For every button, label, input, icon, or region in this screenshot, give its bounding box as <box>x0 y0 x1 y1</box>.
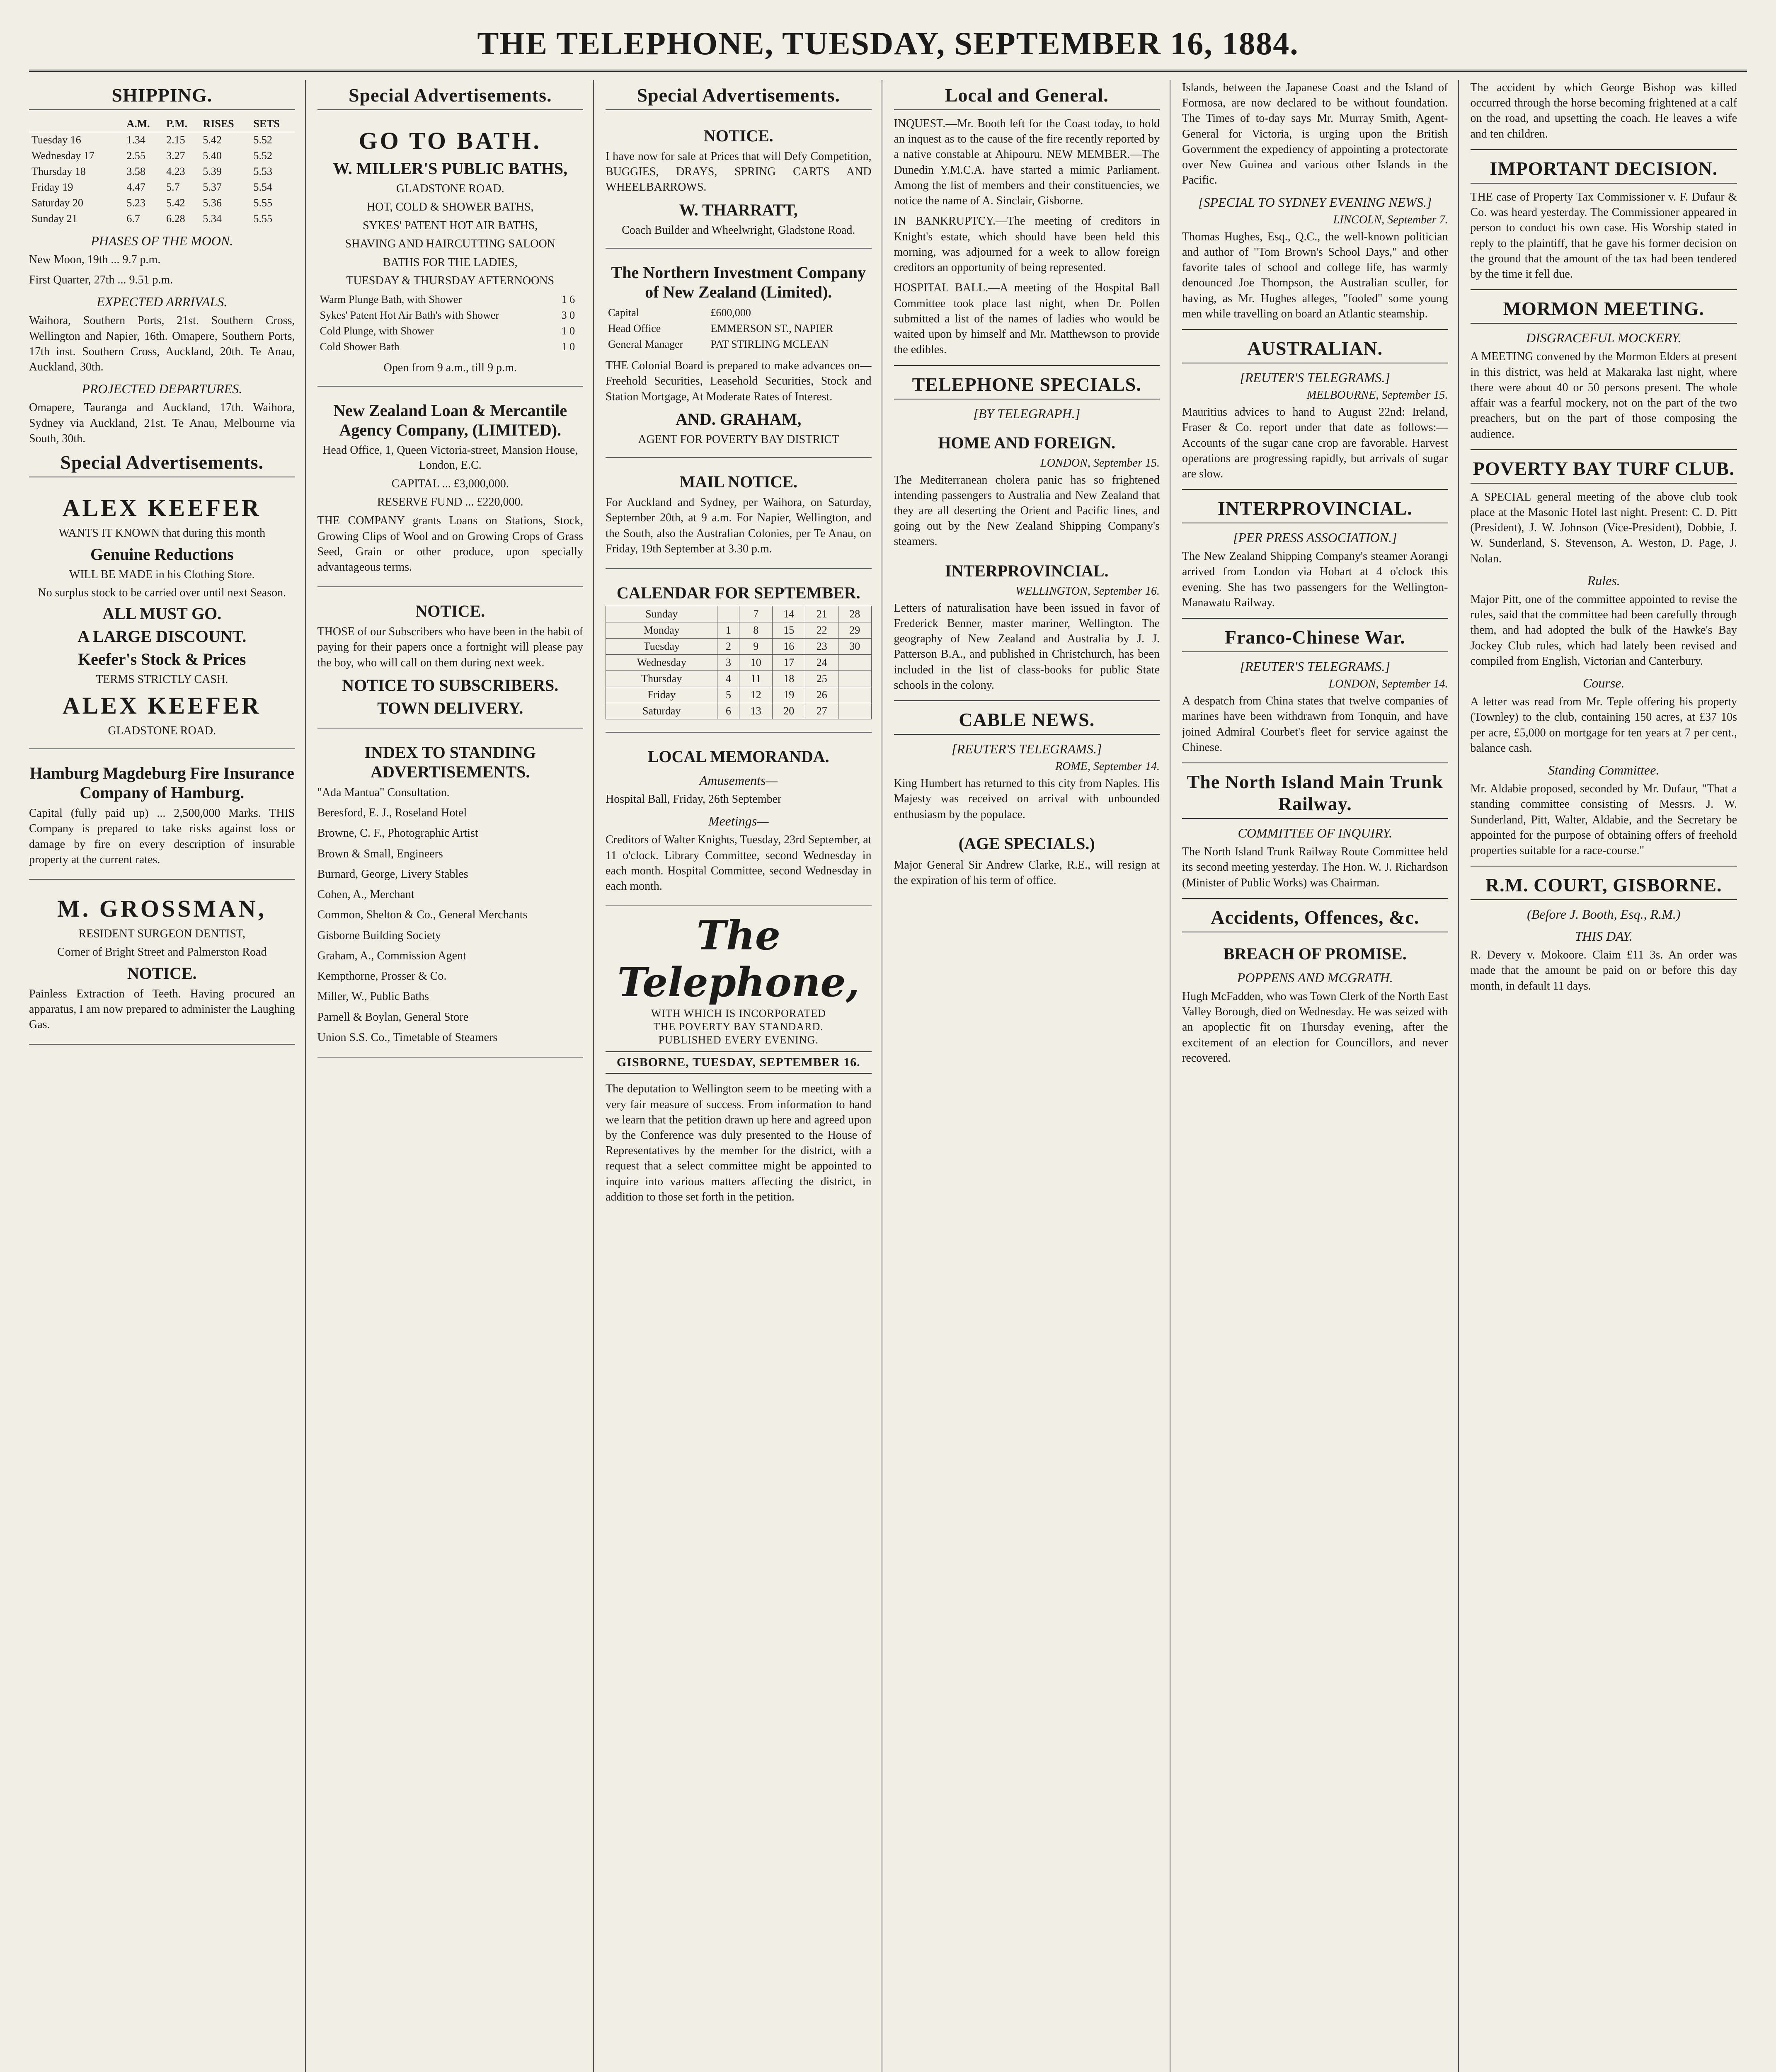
expected-heading: EXPECTED ARRIVALS. <box>97 294 228 310</box>
price-value: 3 0 <box>561 309 575 322</box>
dateline: ROME, September 14. <box>1055 760 1160 773</box>
breach-heading: BREACH OF PROMISE. <box>1223 944 1407 963</box>
tide-cell: 5.34 <box>203 213 222 225</box>
tide-cell: 5.53 <box>253 165 273 177</box>
grossman-title: M. GROSSMAN, <box>57 895 267 922</box>
article-text: The New Zealand Shipping Company's steamer Aorangi arrived from London via Hobart at 4 o'clock this evening. She has two passengers for the Wellington-Manawatu Railway. <box>1182 550 1448 609</box>
dateline: LONDON, September 15. <box>1040 456 1160 470</box>
important-decision-heading: IMPORTANT DECISION. <box>1471 157 1737 184</box>
price-row <box>317 292 584 307</box>
keefer-name-repeat: ALEX KEEFER <box>62 692 262 719</box>
article-text: Letters of naturalisation have been issued in favor of Frederick Benner, master mariner, Wellington. The geography of New Zealand and Australia by J. J. Patterson B.A., and published in Christchurch, has been included in the list of class-books for public State schools in the colony. <box>894 601 1160 692</box>
article-text: IN BANKRUPTCY.—The meeting of creditors in Knight's estate, which should have been held this morning, was adjourned for a week to allow foreign creditors an opportunity of being represented. <box>894 215 1160 274</box>
tide-cell: 5.52 <box>253 150 273 162</box>
northern-row <box>606 321 872 336</box>
calendar-cell: 1 <box>717 622 739 639</box>
mail-notice <box>606 462 872 569</box>
calendar-cell: 18 <box>772 671 805 687</box>
grossman-text: Painless Extraction of Teeth. Having procured an apparatus, I am now prepared to administer the Laughing Gas. <box>29 987 295 1031</box>
column-5 <box>1182 80 1459 2072</box>
calendar-cell: 24 <box>805 655 838 671</box>
divider <box>1182 618 1448 619</box>
article-text: Major General Sir Andrew Clarke, R.E., will resign at the expiration of his term of office. <box>894 858 1160 887</box>
index-item: Common, Shelton & Co., General Merchants <box>317 908 528 922</box>
cable-sub: [REUTER'S TELEGRAMS.] <box>952 741 1102 757</box>
baths-addr: GLADSTONE ROAD. <box>396 182 504 195</box>
tide-head: A.M. <box>124 116 164 132</box>
amusements-heading: Amusements— <box>699 773 778 788</box>
court-day: THIS DAY. <box>1575 929 1633 944</box>
notice-title: NOTICE. <box>703 126 773 145</box>
index-item: "Ada Mantua" Consultation. <box>317 786 450 799</box>
article-text: Mauritius advices to hand to August 22nd: Ireland, Fraser & Co. report under that date as follows:—Accounts of the sugar cane crop are favorable. Harvest operations are progressing rapidly, but arrivals of sugar are slow. <box>1182 406 1448 480</box>
tide-cell: 5.36 <box>203 197 222 209</box>
tharratt-ad <box>606 116 872 249</box>
graham-name: AND. GRAHAM, <box>676 409 802 428</box>
calendar-cell: 14 <box>772 606 805 622</box>
calendar-title: CALENDAR FOR SEPTEMBER. <box>616 583 860 603</box>
calendar-cell: 9 <box>739 639 773 655</box>
northern-text: THE Colonial Board is prepared to make advances on— Freehold Securities, Leasehold Securities, Stock and Station Mortgage, At Moderate Rates of Interest. <box>606 359 872 403</box>
tide-cell: 5.42 <box>166 197 185 209</box>
divider <box>1182 898 1448 899</box>
calendar-cell: 12 <box>739 687 773 703</box>
mail-title: MAIL NOTICE. <box>679 472 797 491</box>
divider <box>1471 289 1737 290</box>
calendar-cell: 11 <box>739 671 773 687</box>
moon-line: New Moon, 19th ... 9.7 p.m. <box>29 253 161 266</box>
northern-row <box>606 305 872 321</box>
northern-label: Capital <box>608 307 640 319</box>
tide-cell: Thursday 18 <box>31 165 86 177</box>
index-item: Brown & Small, Engineers <box>317 847 443 860</box>
mormon-sub: DISGRACEFUL MOCKERY. <box>1526 330 1682 346</box>
northern-row <box>606 336 872 352</box>
index-item: Beresford, E. J., Roseland Hotel <box>317 806 467 820</box>
tide-cell: 5.55 <box>253 213 273 225</box>
divider <box>1182 762 1448 763</box>
calendar-cell: 30 <box>838 639 871 655</box>
age-specials-heading: (AGE SPECIALS.) <box>958 834 1095 853</box>
columns <box>29 80 1747 2072</box>
issue-line: GISBORNE, TUESDAY, SEPTEMBER 16. <box>606 1051 872 1074</box>
tide-cell: 5.7 <box>166 181 180 193</box>
keefer-line: WILL BE MADE in his Clothing Store. <box>69 568 255 581</box>
keefer-line: WANTS IT KNOWN that during this month <box>58 527 266 540</box>
price-item: Sykes' Patent Hot Air Bath's with Shower <box>320 309 499 322</box>
grossman-notice: NOTICE. <box>127 963 197 983</box>
calendar-cell: Thursday <box>606 671 717 687</box>
article-text: King Humbert has returned to this city from Naples. His Majesty was received on arrival with unbounded enthusiasm by the populace. <box>894 777 1160 821</box>
divider <box>1471 149 1737 150</box>
amusements-text: Hospital Ball, Friday, 26th September <box>606 793 782 806</box>
tide-cell: Saturday 20 <box>31 197 83 209</box>
article-text: A SPECIAL general meeting of the above club took place at the Masonic Hotel last night. Present: C. D. Pitt (President), J. W. Johnson (Vice-President), Dobbie, J. W. Sunderland, S. Stevenson, A. Weston, D. Page, J. Nolan. <box>1470 490 1737 565</box>
tide-row <box>29 132 295 148</box>
accidents-heading: Accidents, Offences, &c. <box>1182 906 1448 932</box>
article-text: Hugh McFadden, who was Town Clerk of the North East Valley Borough, died on Wednesday. He was seized with an apoplectic fit on Thursday evening, after the excitement of an election for Councillors, and never recovered. <box>1182 990 1448 1065</box>
grossman-sub: RESIDENT SURGEON DENTIST, <box>78 927 246 940</box>
index-item: Miller, W., Public Baths <box>317 990 429 1003</box>
calendar-cell: 5 <box>717 687 739 703</box>
tide-cell: 5.39 <box>203 165 222 177</box>
interprovincial-heading: INTERPROVINCIAL. <box>945 561 1109 580</box>
calendar-row <box>606 703 872 719</box>
australian-sub: [REUTER'S TELEGRAMS.] <box>1240 370 1390 385</box>
home-foreign-heading: HOME AND FOREIGN. <box>938 433 1116 452</box>
loan-ad <box>317 391 584 588</box>
notice-ad <box>317 591 584 729</box>
price-item: Warm Plunge Bath, with Shower <box>320 293 462 306</box>
tide-table <box>29 116 295 227</box>
paper-nameplate: The Telephone, <box>617 912 860 1006</box>
franco-heading: Franco-Chinese War. <box>1182 626 1448 652</box>
index-item: Burnard, George, Livery Stables <box>317 867 468 881</box>
index-item: Graham, A., Commission Agent <box>317 949 466 962</box>
baths-big: GO TO BATH. <box>359 127 542 154</box>
divider <box>894 700 1160 701</box>
keefer-line: Keefer's Stock & Prices <box>78 650 246 669</box>
railway-heading: The North Island Main Trunk Railway. <box>1182 771 1448 819</box>
price-item: Cold Plunge, with Shower <box>320 325 434 337</box>
dateline: LINCOLN, September 7. <box>1333 213 1448 226</box>
keefer-address: GLADSTONE ROAD. <box>108 724 216 737</box>
tharratt-name: W. THARRATT, <box>679 200 798 219</box>
calendar-cell: 2 <box>717 639 739 655</box>
notice-text: I have now for sale at Prices that will Defy Competition, BUGGIES, DRAYS, SPRING CARTS AND WHEELBARROWS. <box>606 150 872 194</box>
divider <box>1471 866 1737 867</box>
hamburg-ad <box>29 753 295 880</box>
tide-cell: 4.47 <box>126 181 145 193</box>
northern-table <box>606 305 872 352</box>
poppens-sub: POPPENS AND MCGRATH. <box>1237 970 1393 985</box>
northern-value: EMMERSON ST., NAPIER <box>710 322 833 335</box>
expected-text: Waihora, Southern Ports, 21st. Southern Cross, Wellington and Napier, 16th. Omapere, Southern Ports, 17th inst. Southern Cross, Auckland, 20th. Te Anau, Auckland, 30th. <box>29 314 295 374</box>
tide-row <box>29 195 295 211</box>
hamburg-text: Capital (fully paid up) ... 2,500,000 Marks. THIS Company is prepared to take risks against loss or damage by fire on every description of insurable property at the current rates. <box>29 807 295 866</box>
hamburg-title: Hamburg Magdeburg Fire Insurance Company of Hamburg. <box>29 764 294 802</box>
baths-line: SHAVING AND HAIRCUTTING SALOON <box>345 237 555 251</box>
departures-heading: PROJECTED DEPARTURES. <box>82 381 242 397</box>
local-general-heading: Local and General. <box>894 84 1160 110</box>
article-text: A despatch from China states that twelve companies of marines have been withdrawn from Tonquin, and have joined Admiral Courbet's fleet for service against the Chinese. <box>1182 695 1448 754</box>
tide-cell: 5.52 <box>253 134 273 146</box>
calendar-cell: 20 <box>772 703 805 719</box>
tharratt-sub: Coach Builder and Wheelwright, Gladstone Road. <box>622 223 855 237</box>
northern-ad <box>606 253 872 458</box>
tide-row <box>29 148 295 164</box>
special-ads-heading: Special Advertisements. <box>606 84 872 110</box>
column-2 <box>317 80 594 2072</box>
turf-club-heading: POVERTY BAY TURF CLUB. <box>1471 457 1737 484</box>
baths-ad <box>317 116 584 387</box>
moon-heading: PHASES OF THE MOON. <box>91 233 233 248</box>
keefer-line: Genuine Reductions <box>90 545 234 564</box>
column-1 <box>29 80 306 2072</box>
railway-sub: COMMITTEE OF INQUIRY. <box>1238 825 1392 841</box>
mail-text: For Auckland and Sydney, per Waihora, on Saturday, September 20th, at 9 a.m. For Napier, Wellington, and the South, also the Australian Colonies, per Te Anau, on Friday, 19th September at 3.30 p.m. <box>606 496 872 555</box>
article-text: Islands, between the Japanese Coast and the Island of Formosa, are now declared to be without foundation. The Times of to-day says Mr. Murray Smith, Agent-General for Victoria, is urging upon the British Government the expediency of appointing a protectorate over New Guinea and various other Islands in the Pacific. <box>1182 81 1448 187</box>
tide-cell: Friday 19 <box>31 181 73 193</box>
northern-label: Head Office <box>608 322 661 335</box>
index-title: INDEX TO STANDING ADVERTISEMENTS. <box>364 743 536 781</box>
paper-sub: PUBLISHED EVERY EVENING. <box>658 1034 819 1046</box>
article-text: Major Pitt, one of the committee appointed to revise the rules, said that the committee had been carefully through them, and had adopted the bulk of the Hawke's Bay Jockey Club rules, which had lately been revised and compiled from English, Victorian and Canterbury. <box>1470 593 1737 668</box>
divider <box>1471 449 1737 450</box>
divider <box>894 365 1160 366</box>
index-item: Browne, C. F., Photographic Artist <box>317 827 478 840</box>
bath-prices <box>317 292 584 355</box>
price-row <box>317 339 584 355</box>
special-ads-heading: Special Advertisements. <box>317 84 584 110</box>
article-text: HOSPITAL BALL.—A meeting of the Hospital Ball Committee took place last night, when Dr. Pollen submitted a list of the names of ladies who would be waited upon by himself and Mr. Matthewson to provide the edibles. <box>894 281 1160 356</box>
town-delivery-title: TOWN DELIVERY. <box>377 698 523 717</box>
price-value: 1 0 <box>561 341 575 353</box>
article-text: THE case of Property Tax Commissioner v. F. Dufaur & Co. was heard yesterday. The Commissioner appeared in person to conduct his own case. His Worship stated in reply to the plaintiff, that he gave his former decision on the ground that the amount of the tax had been tendered by the time it fell due. <box>1470 190 1737 281</box>
column-6 <box>1471 80 1747 2072</box>
calendar-cell: 3 <box>717 655 739 671</box>
standing-heading: Standing Committee. <box>1548 762 1660 778</box>
rules-heading: Rules. <box>1587 573 1620 588</box>
index-ad <box>317 733 584 1058</box>
calendar-row <box>606 687 872 703</box>
subscribers-title: NOTICE TO SUBSCRIBERS. <box>342 675 559 695</box>
calendar-row <box>606 639 872 655</box>
calendar-row <box>606 622 872 639</box>
tide-cell: 3.58 <box>126 165 145 177</box>
tide-cell: 5.42 <box>203 134 222 146</box>
calendar-cell: 13 <box>739 703 773 719</box>
dateline: WELLINGTON, September 16. <box>1015 584 1160 598</box>
baths-name: W. MILLER'S PUBLIC BATHS, <box>333 159 568 178</box>
calendar-row <box>606 671 872 687</box>
price-value: 1 0 <box>561 325 575 337</box>
calendar-cell: 21 <box>805 606 838 622</box>
tide-row <box>29 211 295 227</box>
tide-cell: 3.27 <box>166 150 185 162</box>
calendar-cell <box>717 606 739 622</box>
masthead: THE TELEPHONE, TUESDAY, SEPTEMBER 16, 1884. <box>29 25 1747 72</box>
graham-sub: AGENT FOR POVERTY BAY DISTRICT <box>638 433 839 446</box>
keefer-ad <box>29 483 295 749</box>
meetings-heading: Meetings— <box>708 813 769 829</box>
northern-value: PAT STIRLING MCLEAN <box>710 338 829 351</box>
northern-label: General Manager <box>608 338 683 351</box>
tide-header-row <box>29 116 295 132</box>
article-text: INQUEST.—Mr. Booth left for the Coast today, to hold an inquest as to the cause of the fire recently reported by a native constable at Ahipouru. NEW MEMBER.—The Dunedin Y.M.C.A. have started a mimic Parliament. Among the list of members and their constituencies, we notice the name of A. Sinclair, Gisborne. <box>894 117 1160 208</box>
calendar-cell <box>838 687 871 703</box>
calendar-cell: 29 <box>838 622 871 639</box>
grossman-ad <box>29 884 295 1045</box>
loan-text: THE COMPANY grants Loans on Stations, Stock, Growing Clips of Wool and on Growing Crops of Grass Seed, Grain or other produce, upon specially advantageous terms. <box>317 514 583 574</box>
article-text: The accident by which George Bishop was killed occurred through the horse becoming frightened at a calf on the road, and upsetting the coach. He leaves a wife and ten children. <box>1470 81 1737 140</box>
index-item: Gisborne Building Society <box>317 929 441 942</box>
calendar-cell: Sunday <box>606 606 717 622</box>
loan-capital: CAPITAL ... £3,000,000. <box>391 477 509 490</box>
article-text: A MEETING convened by the Mormon Elders at present in this district, was held at Makaraka last night, where there were about 40 or 50 persons present. The whole affair was a fearful mockery, not on the part of the two preachers, but on the part of those composing the audience. <box>1470 350 1737 441</box>
divider <box>1182 489 1448 490</box>
keefer-line: TERMS STRICTLY CASH. <box>96 673 228 686</box>
index-item: Cohen, A., Merchant <box>317 888 414 901</box>
calendar-cell: Wednesday <box>606 655 717 671</box>
sydney-sub: [SPECIAL TO SYDNEY EVENING NEWS.] <box>1198 194 1432 210</box>
tide-cell: 4.23 <box>166 165 185 177</box>
paper-sub: WITH WHICH IS INCORPORATED <box>651 1007 826 1020</box>
loan-title: New Zealand Loan & Mercantile Agency Company, (LIMITED). <box>333 401 567 439</box>
northern-title: The Northern Investment Company of New Zealand (Limited). <box>611 263 866 302</box>
editorial-text: The deputation to Wellington seem to be meeting with a very fair measure of success. From information to hand we learn that the petition drawn up here and agreed upon by the Conference was duly presented to the House of Representatives by the member for the district, with a request that a select committee might be appointed to inquire into various matters affecting the district, in addition to those set forth in the petition. <box>606 1082 872 1203</box>
keefer-line: ALL MUST GO. <box>102 604 222 623</box>
tide-cell: 2.15 <box>166 134 185 146</box>
baths-hours: Open from 9 a.m., till 9 p.m. <box>383 361 517 375</box>
calendar-cell: 22 <box>805 622 838 639</box>
baths-line: SYKES' PATENT HOT AIR BATHS, <box>363 219 538 232</box>
article-text: The North Island Trunk Railway Route Committee held its second meeting yesterday. The Hon. W. J. Richardson (Minister of Public Works) was Chairman. <box>1182 845 1448 889</box>
loan-office: Head Office, 1, Queen Victoria-street, Mansion House, London, E.C. <box>322 443 578 472</box>
tide-cell: 5.55 <box>253 197 273 209</box>
calendar-cell: 27 <box>805 703 838 719</box>
moon-line: First Quarter, 27th ... 9.51 p.m. <box>29 274 173 287</box>
tide-cell: 6.7 <box>126 213 140 225</box>
calendar-cell: 19 <box>772 687 805 703</box>
tide-head: RISES <box>200 116 251 132</box>
index-item: Union S.S. Co., Timetable of Steamers <box>317 1031 498 1044</box>
calendar-table <box>606 606 872 719</box>
course-heading: Course. <box>1583 675 1625 691</box>
tide-cell: 2.55 <box>126 150 145 162</box>
calendar-cell: Friday <box>606 687 717 703</box>
local-memo-title: LOCAL MEMORANDA. <box>647 747 829 766</box>
calendar-cell: 25 <box>805 671 838 687</box>
price-value: 1 6 <box>561 293 575 306</box>
tide-cell: Wednesday 17 <box>31 150 94 162</box>
price-row <box>317 323 584 339</box>
calendar-cell: 23 <box>805 639 838 655</box>
dateline: MELBOURNE, September 15. <box>1306 389 1448 402</box>
franco-sub: [REUTER'S TELEGRAMS.] <box>1240 659 1390 674</box>
calendar-cell <box>838 703 871 719</box>
calendar-cell: 7 <box>739 606 773 622</box>
price-row <box>317 307 584 323</box>
cable-news-heading: CABLE NEWS. <box>894 709 1160 735</box>
loan-reserve: RESERVE FUND ... £220,000. <box>377 495 523 508</box>
notice-text: THOSE of our Subscribers who have been in the habit of paying for their papers once a fortnight will please pay the boy, who will call on them during next week. <box>317 625 583 669</box>
specials-sub: [BY TELEGRAPH.] <box>973 406 1081 421</box>
calendar-cell: 16 <box>772 639 805 655</box>
grossman-addr: Corner of Bright Street and Palmerston Road <box>57 946 267 959</box>
baths-line: HOT, COLD & SHOWER BATHS, <box>367 201 534 214</box>
northern-value: £600,000 <box>710 307 751 319</box>
baths-line: TUESDAY & THURSDAY AFTERNOONS <box>346 274 555 287</box>
article-text: R. Devery v. Mokoore. Claim £11 3s. An order was made that the amount be paid on or before this day month, in default 11 days. <box>1470 949 1737 992</box>
article-text: A letter was read from Mr. Teple offering his property (Townley) to the club, containing 150 acres, at £37 10s per acre, £5,000 on mortgage for ten years at 7 per cent., balance cash. <box>1470 695 1737 755</box>
paper-sub: THE POVERTY BAY STANDARD. <box>653 1021 824 1033</box>
meetings-text: Creditors of Walter Knights, Tuesday, 23rd September, at 11 o'clock. Library Committee, second Wednesday in each month. Hospital Committee, second Wednesday in each month. <box>606 833 872 893</box>
article-text: Thomas Hughes, Esq., Q.C., the well-known politician and author of "Tom Brown's School Days," and other favorite tales of school and college life, has warmly denounced Joe Thompson, the Australian sculler, for having, as Mr. Hughes alleges, "fooled" some young men while travelling on board an Atlantic steamship. <box>1182 230 1448 320</box>
keefer-line: A LARGE DISCOUNT. <box>78 627 247 646</box>
article-text: Mr. Aldabie proposed, seconded by Mr. Dufaur, "That a standing committee consisting of Messrs. J. W. Sunderland, Pitt, Walter, Aldabie, and the Secretary be appointed for the purpose of obtaining offers of freehold properties suitable for a race-course." <box>1470 782 1737 857</box>
tide-cell: Sunday 21 <box>31 213 78 225</box>
keefer-name: ALEX KEEFER <box>62 494 262 522</box>
baths-line: BATHS FOR THE LADIES, <box>383 256 518 269</box>
dateline: LONDON, September 14. <box>1328 678 1448 691</box>
tide-row <box>29 179 295 195</box>
mormon-heading: MORMON MEETING. <box>1471 298 1737 324</box>
calendar-cell <box>838 671 871 687</box>
calendar-cell: 26 <box>805 687 838 703</box>
interprov-sub: [PER PRESS ASSOCIATION.] <box>1233 530 1397 545</box>
australian-heading: AUSTRALIAN. <box>1182 337 1448 363</box>
tide-head <box>29 116 124 132</box>
calendar-row <box>606 606 872 622</box>
tide-cell: 1.34 <box>126 134 145 146</box>
specials-heading: TELEPHONE SPECIALS. <box>894 373 1160 399</box>
tide-cell: 5.37 <box>203 181 222 193</box>
tide-cell: Tuesday 16 <box>31 134 81 146</box>
court-sub: (Before J. Booth, Esq., R.M.) <box>1527 907 1681 922</box>
calendar-cell: 8 <box>739 622 773 639</box>
calendar-cell: Tuesday <box>606 639 717 655</box>
column-3 <box>606 80 882 2072</box>
article-text: The Mediterranean cholera panic has so frightened intending passengers to Australia and New Zealand that they are all deserting the Orient and Pacific lines, and going out by the New Zealand Shipping Company's steamers. <box>894 473 1160 548</box>
calendar-cell: Monday <box>606 622 717 639</box>
calendar-cell: 28 <box>838 606 871 622</box>
calendar-cell: 6 <box>717 703 739 719</box>
court-heading: R.M. COURT, GISBORNE. <box>1471 874 1737 900</box>
shipping-heading: SHIPPING. <box>29 84 295 110</box>
column-4 <box>894 80 1171 2072</box>
calendar-cell: 15 <box>772 622 805 639</box>
tide-row <box>29 164 295 179</box>
divider <box>1182 329 1448 330</box>
keefer-line: No surplus stock to be carried over until next Season. <box>38 586 286 599</box>
special-ads-heading: Special Advertisements. <box>29 451 295 477</box>
local-memoranda <box>606 737 872 906</box>
index-item: Kempthorne, Prosser & Co. <box>317 970 447 983</box>
calendar-cell: Saturday <box>606 703 717 719</box>
calendar-cell <box>838 655 871 671</box>
tide-cell: 5.40 <box>203 150 222 162</box>
notice-title: NOTICE. <box>415 602 485 621</box>
calendar-block <box>606 573 872 733</box>
interprovincial-heading: INTERPROVINCIAL. <box>1182 497 1448 523</box>
tide-head: P.M. <box>164 116 200 132</box>
price-item: Cold Shower Bath <box>320 341 400 353</box>
calendar-row <box>606 655 872 671</box>
calendar-cell: 17 <box>772 655 805 671</box>
tide-cell: 6.28 <box>166 213 185 225</box>
index-item: Parnell & Boylan, General Store <box>317 1010 469 1024</box>
calendar-cell: 10 <box>739 655 773 671</box>
tide-cell: 5.23 <box>126 197 145 209</box>
tide-cell: 5.54 <box>253 181 273 193</box>
calendar-cell: 4 <box>717 671 739 687</box>
departures-text: Omapere, Tauranga and Auckland, 17th. Waihora, Sydney via Auckland, 21st. Te Anau, Melbourne via South, 30th. <box>29 401 295 445</box>
tide-head: SETS <box>251 116 295 132</box>
